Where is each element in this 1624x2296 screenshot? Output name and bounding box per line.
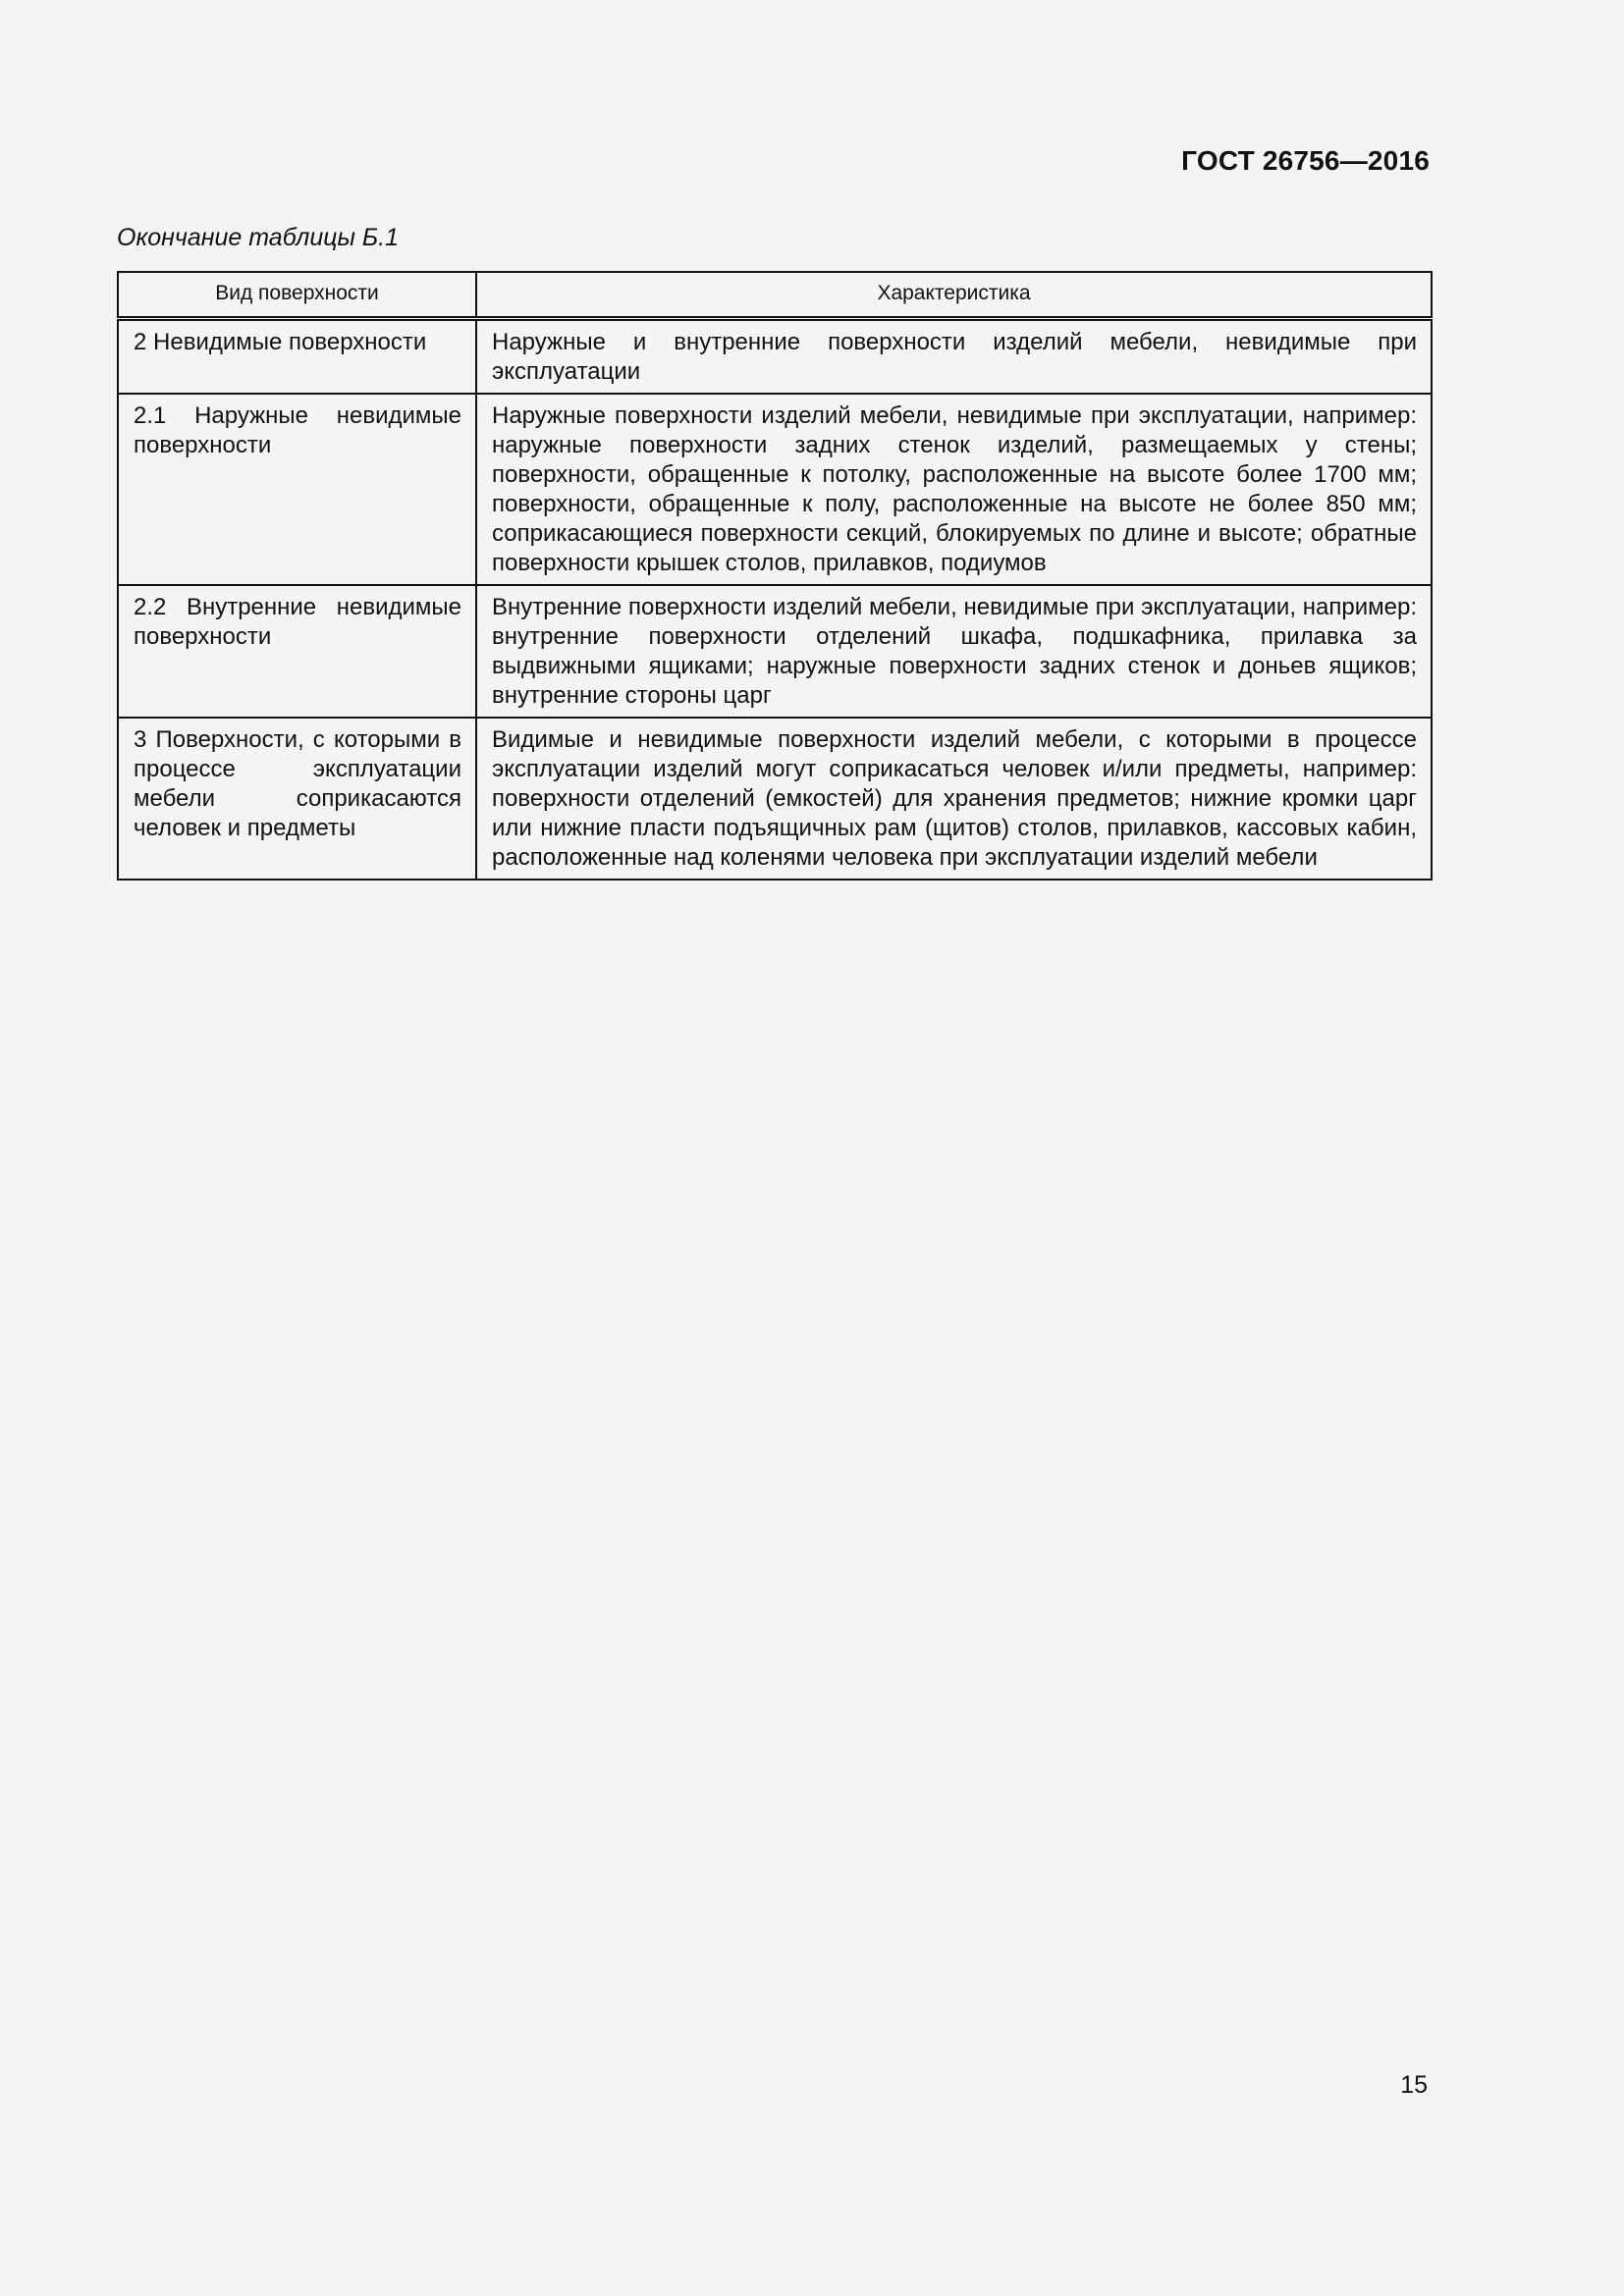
table-row: [118, 319, 1432, 395]
surface-type-cell: 2.2 Внутренние невидимые поверхности: [118, 585, 476, 718]
surface-type-cell: 2.1 Наружные невидимые поверхности: [118, 394, 476, 585]
characteristic-cell: Наружные поверхности изделий мебели, невидимые при эксплуатации, например: наружные поверхности задних стенок изделий, размещаемых у стены; поверхности, обращенные к потолку, расположенные на высоте более 1700 мм; поверхности, обращенные к полу, расположенные на высоте не более 850 мм; соприкасающиеся поверхности секций, блокируемых по длине и высоте; обратные поверхности крышек столов, прилавков, подиумов: [476, 394, 1432, 585]
characteristic-cell: Внутренние поверхности изделий мебели, невидимые при эксплуатации, например: внутренние поверхности отделений шкафа, подшкафника, прилавка за выдвижными ящиками; наружные поверхности задних стенок и доньев ящиков; внутренние стороны царг: [476, 585, 1432, 718]
characteristic-cell: Наружные и внутренние поверхности изделий мебели, невидимые при эксплуатации: [476, 319, 1432, 395]
table-caption: Окончание таблицы Б.1: [117, 224, 399, 251]
table-row: [118, 718, 1432, 880]
page-number: 15: [1400, 2071, 1428, 2099]
surface-type-cell: 2 Невидимые поверхности: [118, 319, 476, 395]
column-header-characteristic: Характеристика: [476, 272, 1432, 319]
characteristic-cell: Видимые и невидимые поверхности изделий мебели, с которыми в процессе эксплуатации изделий могут соприкасаться человек и/или предметы, например: поверхности отделений (емкостей) для хранения предметов; нижние кромки царг или нижние пласти подъящичных рам (щитов) столов, прилавков, кассовых кабин, расположенные над коленями человека при эксплуатации изделий мебели: [476, 718, 1432, 880]
table-header-row: [118, 272, 1432, 319]
table-row: [118, 585, 1432, 718]
document-code: ГОСТ 26756—2016: [1181, 145, 1430, 176]
surface-type-cell: 3 Поверхности, с которыми в процессе эксплуатации мебели соприкасаются человек и предметы: [118, 718, 476, 880]
table-row: [118, 394, 1432, 585]
column-header-surface-type: Вид поверхности: [118, 272, 476, 319]
surface-characteristics-table: [117, 271, 1433, 881]
